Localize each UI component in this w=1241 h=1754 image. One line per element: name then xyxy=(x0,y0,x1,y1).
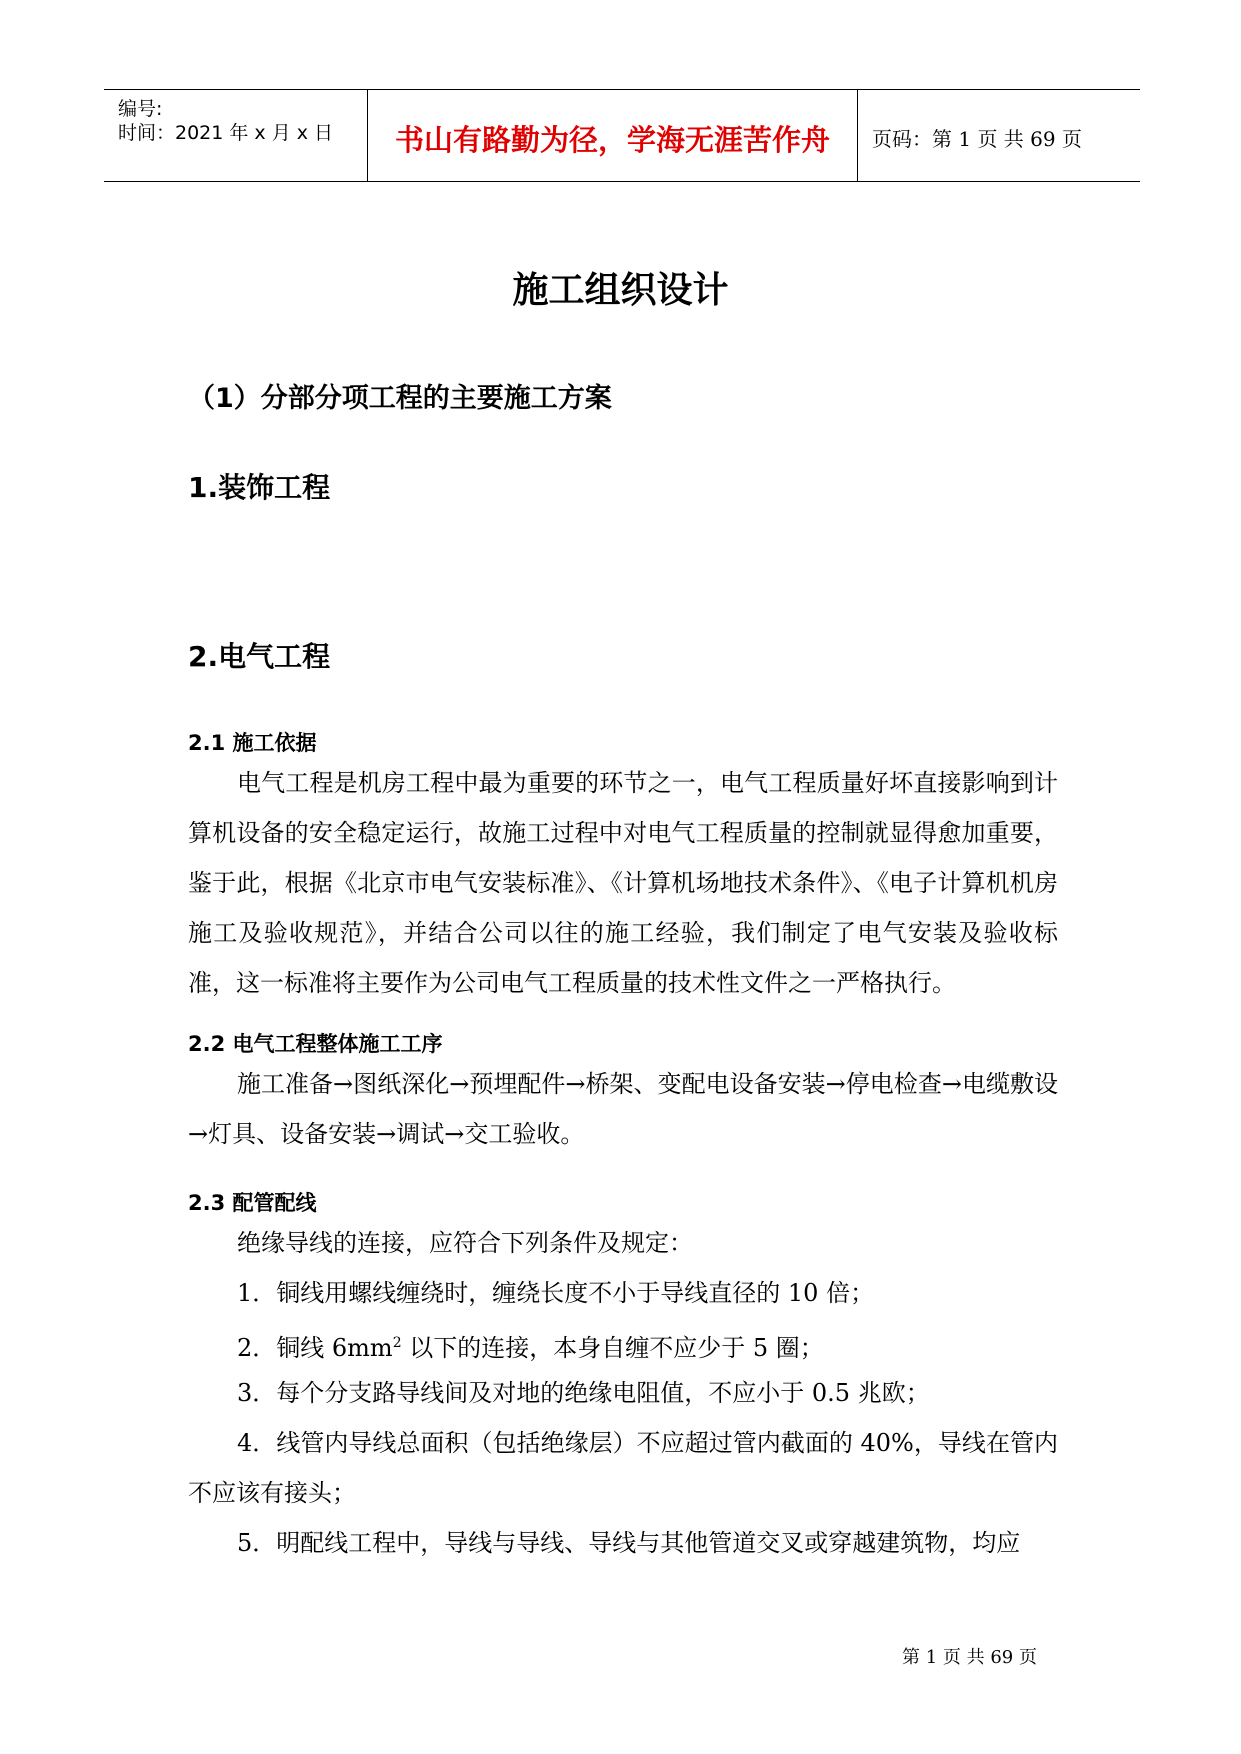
section-2-heading: 2.电气工程 xyxy=(188,640,331,673)
header-left-cell xyxy=(104,90,368,181)
serial-label: 编号: xyxy=(118,98,163,120)
page-footer: 第 1 页 共 69 页 xyxy=(902,1647,1037,1668)
section-2-1-heading: 2.1 施工依据 xyxy=(188,731,317,755)
list-item-4: 4．线管内导线总面积（包括绝缘层）不应超过管内截面的 40%，导线在管内不应该有接头； xyxy=(188,1429,1058,1507)
section-1-heading: 1.装饰工程 xyxy=(188,471,331,504)
header-motto-cell xyxy=(368,90,858,181)
section-2-3-heading: 2.3 配管配线 xyxy=(188,1191,317,1215)
list-item-3: 3．每个分支路导线间及对地的绝缘电阻值，不应小于 0.5 兆欧； xyxy=(237,1379,930,1407)
document-title: 施工组织设计 xyxy=(512,269,729,311)
list-item-2-text-a: 2．铜线 6mm xyxy=(237,1334,393,1362)
section-2-2-heading: 2.2 电气工程整体施工工序 xyxy=(188,1032,443,1056)
list-item-5: 5．明配线工程中，导线与导线、导线与其他管道交叉或穿越建筑物，均应 xyxy=(237,1529,1021,1557)
header-page-info: 页码：第 1 页 共 69 页 xyxy=(872,127,1082,151)
time-label: 时间：2021 年 x 月 x 日 xyxy=(118,122,334,144)
page-header xyxy=(104,89,1140,182)
list-item-2 xyxy=(188,1318,1058,1373)
document-subtitle: （1）分部分项工程的主要施工方案 xyxy=(188,383,612,414)
section-2-2-paragraph: 施工准备→图纸深化→预埋配件→桥架、变配电设备安装→停电检查→电缆敷设→灯具、设备安装→调试→交工验收。 xyxy=(188,1070,1058,1148)
header-right-cell xyxy=(858,90,1140,181)
superscript-2: 2 xyxy=(392,1335,402,1351)
list-item-1: 1．铜线用螺线缠绕时，缠绕长度不小于导线直径的 10 倍； xyxy=(237,1279,875,1307)
list-item-2-text-b: 以下的连接，本身自缠不应少于 5 圈； xyxy=(401,1334,824,1362)
motto: 书山有路勤为径，学海无涯苦作舟 xyxy=(394,123,830,157)
section-2-1-paragraph: 电气工程是机房工程中最为重要的环节之一，电气工程质量好坏直接影响到计算机设备的安全稳定运行，故施工过程中对电气工程质量的控制就显得愈加重要，鉴于此，根据《北京市电气安装标准》、《计算机场地技术条件》、《电子计算机机房施工及验收规范》，并结合公司以往的施工经验，我们制定了电气安装及验收标准，这一标准将主要作为公司电气工程质量的技术性文件之一严格执行。 xyxy=(188,769,1058,997)
section-2-3-intro: 绝缘导线的连接，应符合下列条件及规定： xyxy=(237,1229,693,1257)
